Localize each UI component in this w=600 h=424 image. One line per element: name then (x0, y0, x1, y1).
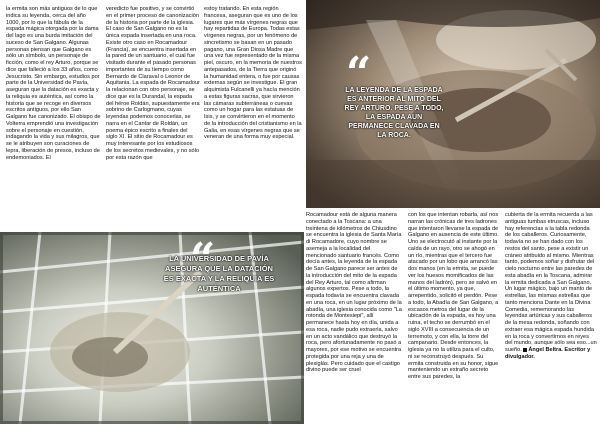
article-column-3: estoy tratando. En esta región francesa, aseguran que es uno de los lugares que más vírgenes negras que hay repartidas de Europa. Todas estas vírgenes negras, por un fenómeno de sincretismo se basan en un pasado pagano, una Gran Diosa Madre que una vez fue representado de la misma piel, oscuro, en la memoria de nuestros antepasados, de la Tierra que originó la humanidad entera, o fue por causas externas según se investigue. El gran alquimista Fulcanelli ya hacía mención a estas figuras sacras, que sirvieron las cámaras subterráneas o cuevas como un hogar para las estatuas de Isis, y se convirtieron en el momento de la introducción del cristianismo en la Galia, en esas vírgenes negras que se veneran de una forma muy especial. (204, 6, 302, 141)
pull-quote-1: LA LEYENDA DE LA ESPADA ES ANTERIOR AL MITO DEL REY ARTURO. PESE A TODO, LA ESPADA AUN PERMANECE CLAVADA EN LA ROCA. (344, 87, 444, 139)
article-column-6-text: cubierta de la ermita recuerda a las antiguas tumbas etruscas, incluso hay referencias a la tabla redonda de los caballeros. Curiosamente, todavía no se han dado con los restos del santo, pese a existir un cráneo atribuido al mismo. Mientras tanto, podemos soñar y disfrutar del cielo nocturno entre las paredes de esta abadía en la Toscana, admirar la ermita dedicada a San Galgano. Un lugar mágico, bajo un manto de estrellas, las mismas estrellas que tanto menciona Dante en la Divina Comedia, rememorando las leyendas artúricas y sus caballeros de la mesa redonda, soñando con extraer esa mágica espada hundida en la roca y convertirnos en reyes del mundo, aunque sólo sea eso...un sueño. (505, 212, 597, 353)
quote-mark-icon: “ (190, 234, 216, 285)
article-column-1: la ermita son más antiguos de lo que indica su leyenda, cerca del año 1000, por lo que la fábula de la espada mágica otorgada por la dama del lago es una burda imitación del suceso de San Galgano. Algunas personas piensan que Galgano es sólo un símbolo, un personaje de ficción, como el rey Arturo, porque se dice que falleció a los 33 años, como Jesucristo. Sin embargo, estudios por parte de la Universidad de Pavía, aseguran que la datación es exacta y la reliquia es auténtica, así como la historia que se recoge en diversos escritos antiguos, por ello San Galgano fue canonizado. El obispo de Volterra emprendió una investigación sobre el personaje en cuestión, indagando la vida y sus milagros, que se le atribuyen son curaciones de lepra, liberación de presos, incluso de endemoniados. El (6, 6, 101, 161)
sword-under-glass-photo (0, 232, 304, 424)
article-column-4: Rocamadour está de alguna manera conectado a la Toscana: a una treintena de kilómetros de Chiusdino se encuentra la iglesia de Santa María di Rocamadore, cuyo nombre se asemeja a la localidad del mencionado santuario francés. Como decía antes, la leyenda de la espada de San Galgano parece ser antes de la introducción del mito de la espada del Rey Arturo, tal como afirman algunos expertos. Pese a todo, la espada todavía se encuentra clavada en una roca, en un lugar próximo de la abadía, una iglesia conocida como "La rotonda de Montesiepi", allí permanece hasta hoy en día, unida a esa roca, nadie pudo extraerla, salvo en un acto vandálico que destruyó la roca, pero afortunadamente no pasó a mayores, por ese motivo se encuentra protegida por una reja y una de plexiglás. Pero cuidado que el castigo divino puede ser cruel (306, 212, 402, 374)
sword-in-stone-photo (306, 0, 600, 208)
article-column-6 (505, 212, 597, 424)
author-signature: Ángel Beltra. Escritor y divulgador. (505, 347, 591, 360)
pull-quote-2: LA UNIVERSIDAD DE PAVÍA ASEGURA QUE LA DATACIÓN ES EXACTA Y LA RELIQUIA ES AUTÉNTICA (163, 254, 275, 293)
end-mark-icon (523, 348, 527, 352)
article-column-5: con los que intentan robarla, así nos narran las crónicas de tres ladrones que intentaron llevarse la espada de Galgano en ausencia de este último. Uno se electrocutó al instante por la caída de un rayo, otro se ahogó en un río, mientras que el tercero fue atacado por un lobo que arrancó las dos manos (en la ermita, se puede ver los huesos momificados de las manos del ladrón), pero se salvó en el último momento, ya que, arrepentido, solicitó el perdón. Pese a todo, la Abadía de San Galgano, a escasos metros del lugar de la ubicación de la espada, es hoy una ruina, el techo se derrumbó en el siglo XVIII a consecuencia de un terremoto, y con ella, la torre del campanario. Desde entonces, la iglesia ya no la utiliza para el culto, ni se reconstruyó después. Su ermita construida en su honor, sigue manteniendo un extraño secreto entre sus paredes, la (408, 212, 499, 380)
article-column-2: veredicto fue positivo, y se convirtió en el primer proceso de canonización de la historia por parte de la iglesia. El caso de San Galgano no es la única espada insertada en una roca. Existe otro caso en Rocamadour (Francia), se encuentra insertada en la pared de un santuario, el cual fue visitado durante el pasado personas importantes de su tiempo como Bernardo de Claraval o Leonor de Aquitania. La espada de Rocamadour la relacionan con otro personaje, se dice que es la Durandal, la espada del héroe Roldán, supuestamente era sobrino de Carlogmano, cuyas leyendas podemos conocerlas, se narra en el Cantar de Roldán, un poema épico escrito a finales del siglo XI. El sitio de Rocamadour es muy interesante por los estudiosos de los secretos medievales, y no sólo por esta razón que (106, 6, 200, 161)
quote-mark-icon: “ (346, 48, 372, 99)
